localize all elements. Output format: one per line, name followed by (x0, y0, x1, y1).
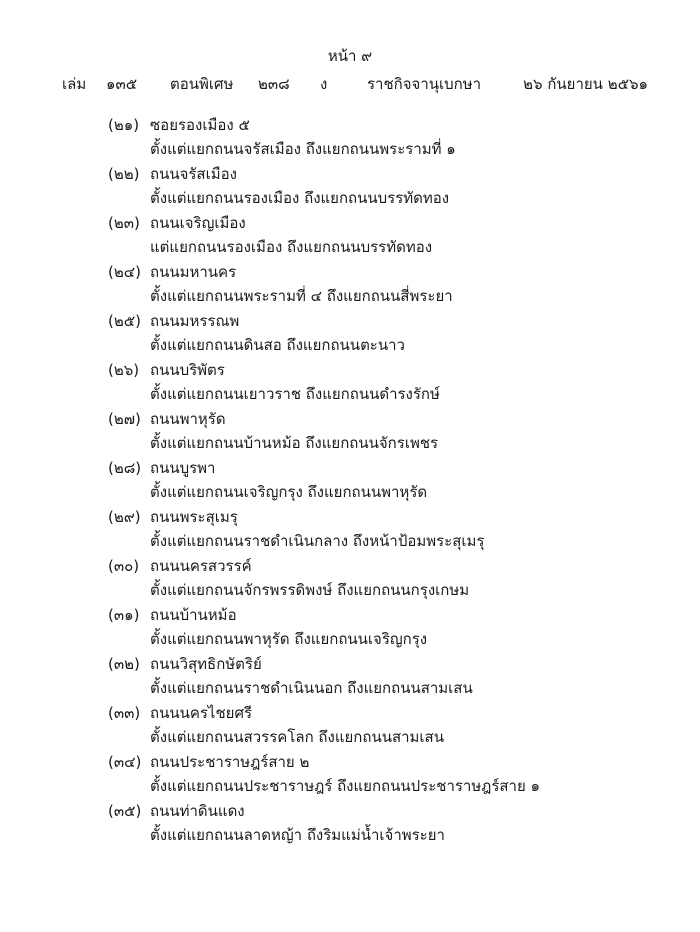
list-item (108, 652, 668, 701)
entry-number: (๒๙) (108, 508, 141, 526)
list-item (108, 603, 668, 652)
road-name: ถนนนครไชยศรี (150, 704, 253, 722)
entry-number: (๒๒) (108, 165, 140, 183)
road-range: ตั้งแต่แยกถนนลาดหญ้า ถึงริมแม่น้ำเจ้าพระยา (150, 826, 445, 844)
road-name: ถนนบริพัตร (150, 361, 225, 379)
road-range: ตั้งแต่แยกถนนราชดำเนินนอก ถึงแยกถนนสามเสน (150, 679, 473, 697)
entry-number: (๓๐) (108, 557, 140, 575)
list-item (108, 309, 668, 358)
road-range: ตั้งแต่แยกถนนราชดำเนินกลาง ถึงหน้าป้อมพระสุเมรุ (150, 532, 485, 550)
road-range: ตั้งแต่แยกถนนบ้านหม้อ ถึงแยกถนนจักรเพชร (150, 434, 439, 452)
list-item (108, 554, 668, 603)
road-range: ตั้งแต่แยกถนนสวรรคโลก ถึงแยกถนนสามเสน (150, 728, 444, 746)
list-item (108, 750, 668, 799)
issue-letter: ง (320, 75, 328, 93)
entry-number: (๒๕) (108, 312, 141, 330)
list-item (108, 162, 668, 211)
road-name: ถนนวิสุทธิกษัตริย์ (150, 655, 262, 673)
road-name: ถนนบูรพา (150, 459, 216, 477)
issue-label: ตอนพิเศษ (170, 75, 234, 93)
list-item (108, 407, 668, 456)
entry-number: (๒๔) (108, 263, 141, 281)
list-item (108, 505, 668, 554)
road-name: ถนนพระสุเมรุ (150, 508, 238, 526)
list-item (108, 113, 668, 162)
road-name: ถนนจรัสเมือง (150, 165, 237, 183)
road-name: ถนนนครสวรรค์ (150, 557, 252, 575)
entry-title (108, 603, 237, 627)
entry-title (108, 505, 238, 529)
entry-number: (๓๕) (108, 802, 142, 820)
list-item (108, 358, 668, 407)
road-range: แต่แยกถนนรองเมือง ถึงแยกถนนบรรทัดทอง (150, 238, 433, 256)
publication-date: ๒๖ กันยายน ๒๕๖๑ (523, 75, 648, 93)
entry-number: (๓๔) (108, 753, 142, 771)
road-range: ตั้งแต่แยกถนนพาหุรัด ถึงแยกถนนเจริญกรุง (150, 630, 428, 648)
entry-title (108, 456, 215, 480)
road-name: ถนนมหานคร (150, 263, 237, 281)
gazette-name: ราชกิจจานุเบกษา (367, 75, 482, 93)
entry-title (108, 407, 226, 431)
road-name: ถนนเจริญเมือง (150, 214, 246, 232)
entry-title (108, 211, 246, 235)
list-item (108, 260, 668, 309)
road-range: ตั้งแต่แยกถนนเจริญกรุง ถึงแยกถนนพาหุรัด (150, 483, 428, 501)
road-range: ตั้งแต่แยกถนนพระรามที่ ๔ ถึงแยกถนนสี่พระยา (150, 287, 453, 305)
entry-title (108, 652, 262, 676)
entry-title (108, 162, 237, 186)
road-name: ถนนประชาราษฎร์สาย ๒ (150, 753, 310, 771)
list-item (108, 211, 668, 260)
page-number: หน้า ๙ (327, 47, 373, 65)
list-item (108, 456, 668, 505)
road-range: ตั้งแต่แยกถนนประชาราษฎร์ ถึงแยกถนนประชาราษฎร์สาย ๑ (150, 777, 541, 795)
road-name: ถนนท่าดินแดง (150, 802, 245, 820)
entry-title (108, 260, 236, 284)
road-range: ตั้งแต่แยกถนนเยาวราช ถึงแยกถนนดำรงรักษ์ (150, 385, 440, 403)
road-range: ตั้งแต่แยกถนนรองเมือง ถึงแยกถนนบรรทัดทอง (150, 189, 450, 207)
entry-number: (๒๘) (108, 459, 142, 477)
entry-title (108, 750, 309, 774)
road-range: ตั้งแต่แยกถนนจักรพรรดิพงษ์ ถึงแยกถนนกรุงเกษม (150, 581, 470, 599)
road-name: ถนนบ้านหม้อ (150, 606, 237, 624)
gazette-header (62, 73, 648, 95)
entry-number: (๓๓) (108, 704, 141, 722)
entry-title (108, 113, 250, 137)
entry-title (108, 799, 245, 823)
road-range: ตั้งแต่แยกถนนดินสอ ถึงแยกถนนตะนาว (150, 336, 405, 354)
entry-title (108, 701, 252, 725)
issue-number: ๒๓๘ (258, 75, 290, 93)
volume-number: ๑๓๕ (106, 75, 138, 93)
volume-label: เล่ม (62, 75, 87, 93)
road-name: ถนนมหรรณพ (150, 312, 240, 330)
road-list (108, 113, 668, 848)
entry-number: (๒๖) (108, 361, 140, 379)
entry-number: (๓๒) (108, 655, 140, 673)
road-name: ซอยรองเมือง ๕ (150, 116, 250, 134)
entry-number: (๒๓) (108, 214, 140, 232)
road-name: ถนนพาหุรัด (150, 410, 226, 428)
entry-number: (๓๑) (108, 606, 140, 624)
list-item (108, 701, 668, 750)
road-range: ตั้งแต่แยกถนนจรัสเมือง ถึงแยกถนนพระรามที่ ๑ (150, 140, 456, 158)
entry-title (108, 309, 239, 333)
entry-number: (๒๑) (108, 116, 140, 134)
entry-number: (๒๗) (108, 410, 141, 428)
list-item (108, 799, 668, 848)
entry-title (108, 554, 252, 578)
entry-title (108, 358, 225, 382)
